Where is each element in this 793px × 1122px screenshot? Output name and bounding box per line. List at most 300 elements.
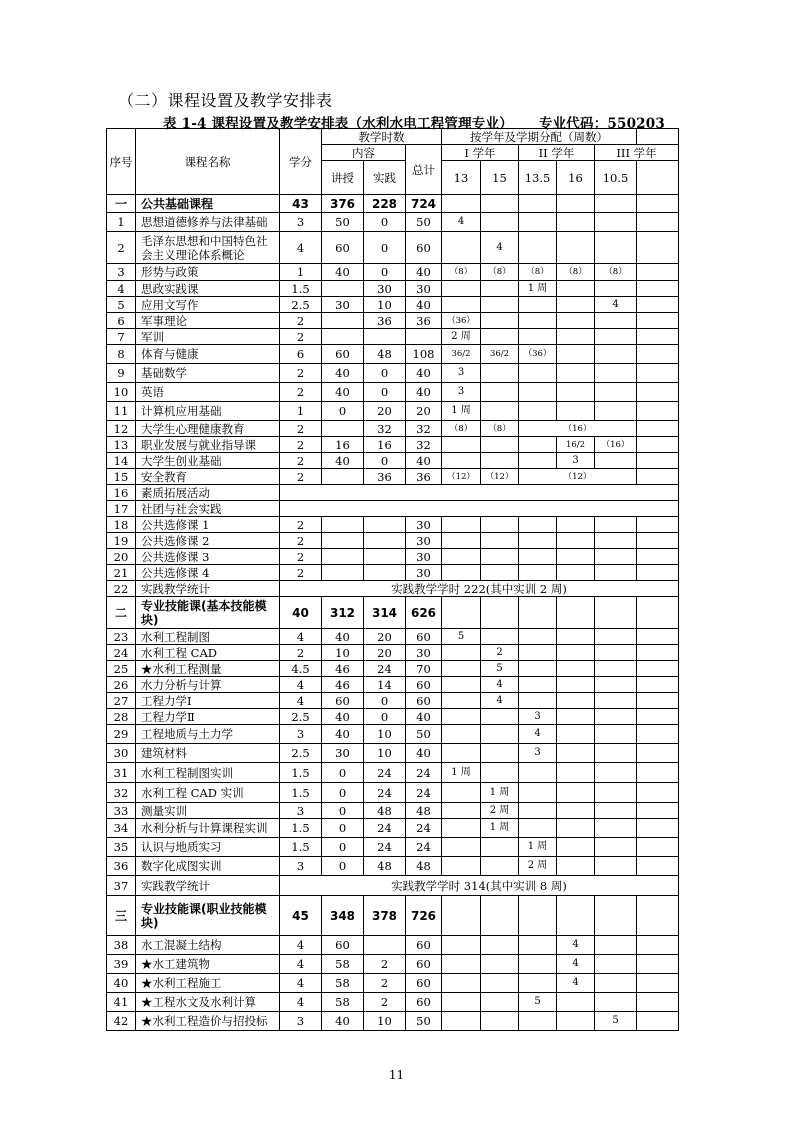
table-row — [107, 565, 679, 581]
credit: 2.5 — [280, 297, 322, 313]
empty-cell — [637, 549, 679, 565]
seq: 7 — [107, 329, 136, 345]
sem2: 4 — [481, 693, 519, 709]
practice: 2 — [364, 993, 406, 1012]
practice: 36 — [364, 313, 406, 329]
sem4: 4 — [557, 955, 595, 974]
table-row — [107, 364, 679, 383]
header-week-5: 10.5 — [595, 161, 637, 195]
total: 40 — [406, 744, 442, 763]
empty-cell — [637, 329, 679, 345]
sem1: （8） — [442, 421, 481, 437]
sem1 — [442, 281, 481, 297]
practice: 16 — [364, 437, 406, 453]
sem3 — [519, 693, 557, 709]
sem3 — [519, 329, 557, 345]
section-number: 二 — [107, 597, 136, 629]
table-row — [107, 549, 679, 565]
sem3 — [519, 783, 557, 803]
sem2 — [481, 857, 519, 876]
seq: 10 — [107, 383, 136, 402]
sem1 — [442, 974, 481, 993]
sem2 — [481, 437, 519, 453]
sem5 — [595, 819, 637, 838]
lecture: 348 — [322, 896, 364, 936]
course-name: 基础数学 — [136, 364, 280, 383]
table-row — [107, 264, 679, 281]
table-row — [107, 437, 679, 453]
seq: 36 — [107, 857, 136, 876]
sem5 — [595, 661, 637, 677]
seq: 27 — [107, 693, 136, 709]
total: 626 — [406, 597, 442, 629]
practice: 10 — [364, 1012, 406, 1031]
credit: 4 — [280, 629, 322, 645]
empty-cell — [557, 896, 595, 936]
empty-cell — [637, 936, 679, 955]
course-name: 英语 — [136, 383, 280, 402]
lecture — [322, 517, 364, 533]
empty-cell — [637, 783, 679, 803]
sem4 — [557, 993, 595, 1012]
sem5: （16） — [595, 437, 637, 453]
sem3 — [519, 364, 557, 383]
credit: 1.5 — [280, 763, 322, 783]
sem2: 4 — [481, 677, 519, 693]
table-row — [107, 421, 679, 437]
course-name: 水利工程 CAD 实训 — [136, 783, 280, 803]
total: 70 — [406, 661, 442, 677]
sem4: （8） — [557, 264, 595, 281]
sem2 — [481, 565, 519, 581]
sem3 — [519, 297, 557, 313]
sem1 — [442, 955, 481, 974]
practice: 10 — [364, 744, 406, 763]
seq: 3 — [107, 264, 136, 281]
empty-cell — [637, 677, 679, 693]
lecture: 16 — [322, 437, 364, 453]
sem5 — [595, 936, 637, 955]
seq: 33 — [107, 803, 136, 819]
practice: 228 — [364, 195, 406, 213]
sem2 — [481, 709, 519, 725]
sem5 — [595, 453, 637, 469]
empty-cell — [637, 213, 679, 232]
sem1 — [442, 517, 481, 533]
sem3 — [519, 383, 557, 402]
sem3 — [519, 645, 557, 661]
practice: 24 — [364, 838, 406, 857]
seq: 21 — [107, 565, 136, 581]
empty-cell — [637, 402, 679, 421]
sem5: （8） — [595, 264, 637, 281]
section-number: 三 — [107, 896, 136, 936]
sem3: 1 周 — [519, 281, 557, 297]
empty-cell — [637, 383, 679, 402]
table-row — [107, 533, 679, 549]
sem1 — [442, 725, 481, 744]
sem1 — [442, 783, 481, 803]
practice: 20 — [364, 645, 406, 661]
seq: 37 — [107, 876, 136, 896]
empty-cell — [637, 1012, 679, 1031]
seq: 15 — [107, 469, 136, 485]
credit: 2 — [280, 565, 322, 581]
sem3 — [519, 974, 557, 993]
practice: 0 — [364, 264, 406, 281]
total: 60 — [406, 629, 442, 645]
sem3: 4 — [519, 725, 557, 744]
seq: 32 — [107, 783, 136, 803]
seq: 30 — [107, 744, 136, 763]
credit: 3 — [280, 725, 322, 744]
lecture: 0 — [322, 763, 364, 783]
total — [406, 329, 442, 345]
sem4 — [557, 857, 595, 876]
sem4 — [557, 645, 595, 661]
sem4 — [557, 725, 595, 744]
lecture — [322, 329, 364, 345]
total: 60 — [406, 693, 442, 709]
sem5 — [595, 232, 637, 264]
course-name: 水利工程 CAD — [136, 645, 280, 661]
empty-cell — [637, 597, 679, 629]
credit: 2 — [280, 383, 322, 402]
sem3 — [519, 936, 557, 955]
credit: 1.5 — [280, 281, 322, 297]
sem3 — [519, 763, 557, 783]
empty-cell — [280, 501, 679, 517]
credit: 4 — [280, 232, 322, 264]
empty-cell — [637, 645, 679, 661]
course-name: ★水利工程施工 — [136, 974, 280, 993]
empty-cell — [442, 597, 481, 629]
total: 30 — [406, 281, 442, 297]
empty-cell — [637, 629, 679, 645]
sem3: 2 周 — [519, 857, 557, 876]
sem4: 4 — [557, 974, 595, 993]
credit: 1 — [280, 402, 322, 421]
sem2 — [481, 313, 519, 329]
empty-cell — [637, 313, 679, 329]
sem2 — [481, 993, 519, 1012]
sem5 — [595, 783, 637, 803]
seq: 9 — [107, 364, 136, 383]
sem3: （8） — [519, 264, 557, 281]
lecture: 312 — [322, 597, 364, 629]
sem4 — [557, 783, 595, 803]
sem2 — [481, 763, 519, 783]
sem3 — [519, 629, 557, 645]
seq: 23 — [107, 629, 136, 645]
credit: 2 — [280, 645, 322, 661]
sem1 — [442, 297, 481, 313]
total: 50 — [406, 725, 442, 744]
sem2 — [481, 955, 519, 974]
section-row — [107, 597, 679, 629]
sem4 — [557, 1012, 595, 1031]
credit: 2 — [280, 517, 322, 533]
seq: 42 — [107, 1012, 136, 1031]
credit: 1.5 — [280, 783, 322, 803]
sem4 — [557, 402, 595, 421]
credit: 4 — [280, 936, 322, 955]
sem3 — [519, 453, 557, 469]
sem5 — [595, 725, 637, 744]
empty-cell — [481, 195, 519, 213]
header-week-1: 13 — [442, 161, 481, 195]
sem3 — [519, 677, 557, 693]
course-name: 数字化成图实训 — [136, 857, 280, 876]
sem4 — [557, 549, 595, 565]
practice-summary: 实践教学学时 314(其中实训 8 周) — [280, 876, 679, 896]
page-number: 11 — [388, 1068, 405, 1082]
empty-cell — [637, 345, 679, 364]
practice: 0 — [364, 364, 406, 383]
seq: 12 — [107, 421, 136, 437]
total: 40 — [406, 264, 442, 281]
header-week-3: 13.5 — [519, 161, 557, 195]
sem1 — [442, 838, 481, 857]
course-name: 体育与健康 — [136, 345, 280, 364]
lecture — [322, 313, 364, 329]
seq: 41 — [107, 993, 136, 1012]
total: 24 — [406, 819, 442, 838]
seq: 22 — [107, 581, 136, 597]
practice: 10 — [364, 725, 406, 744]
empty-cell — [481, 597, 519, 629]
sem5 — [595, 974, 637, 993]
empty-cell — [637, 838, 679, 857]
total: 48 — [406, 857, 442, 876]
lecture: 40 — [322, 364, 364, 383]
course-name: 公共选修课 3 — [136, 549, 280, 565]
empty-cell — [637, 955, 679, 974]
practice: 48 — [364, 857, 406, 876]
header-empty — [637, 161, 679, 195]
course-name: 素质拓展活动 — [136, 485, 280, 501]
empty-cell — [637, 195, 679, 213]
total: 60 — [406, 936, 442, 955]
lecture: 60 — [322, 936, 364, 955]
sem3 — [519, 819, 557, 838]
sem4 — [557, 677, 595, 693]
table-row — [107, 297, 679, 313]
lecture: 40 — [322, 709, 364, 725]
empty-cell — [595, 195, 637, 213]
course-name: 水力分析与计算 — [136, 677, 280, 693]
sem3 — [519, 402, 557, 421]
header-credit: 学分 — [280, 129, 322, 195]
course-name: 军事理论 — [136, 313, 280, 329]
lecture: 40 — [322, 629, 364, 645]
section-name: 专业技能课(基本技能模块) — [136, 597, 280, 629]
table-row — [107, 955, 679, 974]
sem1 — [442, 453, 481, 469]
sem3-5: （16） — [519, 421, 637, 437]
header-year1: I 学年 — [442, 145, 519, 161]
practice: 24 — [364, 819, 406, 838]
sem3 — [519, 1012, 557, 1031]
total: 36 — [406, 469, 442, 485]
lecture: 40 — [322, 264, 364, 281]
course-name: 大学生心理健康教育 — [136, 421, 280, 437]
empty-cell — [637, 517, 679, 533]
sem1 — [442, 803, 481, 819]
practice: 0 — [364, 213, 406, 232]
section-heading: （二）课程设置及教学安排表 — [118, 91, 333, 110]
empty-cell — [637, 437, 679, 453]
course-name: 公共选修课 1 — [136, 517, 280, 533]
credit: 2 — [280, 549, 322, 565]
sem1 — [442, 993, 481, 1012]
lecture: 0 — [322, 838, 364, 857]
empty-cell — [637, 661, 679, 677]
total: 50 — [406, 213, 442, 232]
course-name: 认识与地质实习 — [136, 838, 280, 857]
sem2 — [481, 213, 519, 232]
course-name: 职业发展与就业指导课 — [136, 437, 280, 453]
sem2: （8） — [481, 264, 519, 281]
practice — [364, 565, 406, 581]
sem5: 4 — [595, 297, 637, 313]
seq: 4 — [107, 281, 136, 297]
table-row — [107, 213, 679, 232]
sem5 — [595, 345, 637, 364]
seq: 13 — [107, 437, 136, 453]
practice: 0 — [364, 709, 406, 725]
practice: 32 — [364, 421, 406, 437]
lecture: 58 — [322, 974, 364, 993]
credit: 2 — [280, 533, 322, 549]
practice: 0 — [364, 383, 406, 402]
table-row — [107, 345, 679, 364]
sem4 — [557, 213, 595, 232]
empty-cell — [637, 857, 679, 876]
table-row — [107, 313, 679, 329]
total: 60 — [406, 955, 442, 974]
sem3 — [519, 313, 557, 329]
sem1 — [442, 693, 481, 709]
total: 32 — [406, 437, 442, 453]
lecture: 50 — [322, 213, 364, 232]
empty-cell — [637, 453, 679, 469]
sem4 — [557, 661, 595, 677]
sem1 — [442, 645, 481, 661]
seq: 38 — [107, 936, 136, 955]
total: 40 — [406, 383, 442, 402]
table-row — [107, 725, 679, 744]
course-name: 军训 — [136, 329, 280, 345]
practice — [364, 533, 406, 549]
sem5 — [595, 549, 637, 565]
sem5 — [595, 402, 637, 421]
credit: 2 — [280, 313, 322, 329]
sem1: 1 周 — [442, 763, 481, 783]
sem4 — [557, 517, 595, 533]
sem4 — [557, 709, 595, 725]
seq: 8 — [107, 345, 136, 364]
table-title: 表 1-4 课程设置及教学安排表（水利水电工程管理专业） — [163, 116, 513, 132]
practice: 24 — [364, 783, 406, 803]
credit: 3 — [280, 803, 322, 819]
sem2: 5 — [481, 661, 519, 677]
total: 108 — [406, 345, 442, 364]
empty-cell — [637, 709, 679, 725]
empty-cell — [637, 281, 679, 297]
sem5 — [595, 744, 637, 763]
total: 48 — [406, 803, 442, 819]
course-name: 毛泽东思想和中国特色社会主义理论体系概论 — [136, 232, 280, 264]
lecture: 40 — [322, 725, 364, 744]
sem2: 4 — [481, 232, 519, 264]
course-name: 思政实践课 — [136, 281, 280, 297]
seq: 35 — [107, 838, 136, 857]
lecture: 40 — [322, 453, 364, 469]
total: 50 — [406, 1012, 442, 1031]
sem2 — [481, 533, 519, 549]
section-row — [107, 896, 679, 936]
lecture: 376 — [322, 195, 364, 213]
section-row — [107, 195, 679, 213]
course-name: 应用文写作 — [136, 297, 280, 313]
credit: 3 — [280, 1012, 322, 1031]
sem2: （12） — [481, 469, 519, 485]
empty-cell — [595, 597, 637, 629]
table-row — [107, 581, 679, 597]
table-row — [107, 763, 679, 783]
total: 724 — [406, 195, 442, 213]
total: 30 — [406, 645, 442, 661]
sem2 — [481, 549, 519, 565]
practice: 20 — [364, 629, 406, 645]
total: 40 — [406, 297, 442, 313]
total: 60 — [406, 677, 442, 693]
seq: 24 — [107, 645, 136, 661]
practice: 14 — [364, 677, 406, 693]
practice: 2 — [364, 955, 406, 974]
sem4 — [557, 533, 595, 549]
lecture: 0 — [322, 857, 364, 876]
practice: 36 — [364, 469, 406, 485]
total: 60 — [406, 993, 442, 1012]
credit: 4 — [280, 955, 322, 974]
empty-cell — [280, 485, 679, 501]
practice-summary: 实践教学学时 222(其中实训 2 周) — [280, 581, 679, 597]
practice: 0 — [364, 693, 406, 709]
header-seq: 序号 — [107, 129, 136, 195]
table-row — [107, 993, 679, 1012]
sem4 — [557, 313, 595, 329]
sem2 — [481, 453, 519, 469]
empty-cell — [637, 297, 679, 313]
sem4: 4 — [557, 936, 595, 955]
sem3 — [519, 437, 557, 453]
empty-cell — [637, 819, 679, 838]
total: 30 — [406, 517, 442, 533]
sem3 — [519, 232, 557, 264]
sem4 — [557, 803, 595, 819]
empty-cell — [557, 195, 595, 213]
empty-cell — [595, 896, 637, 936]
empty-cell — [481, 896, 519, 936]
major-code: 专业代码：550203 — [538, 116, 665, 132]
table-row — [107, 744, 679, 763]
sem5 — [595, 803, 637, 819]
sem2 — [481, 936, 519, 955]
table-row — [107, 974, 679, 993]
sem5 — [595, 993, 637, 1012]
